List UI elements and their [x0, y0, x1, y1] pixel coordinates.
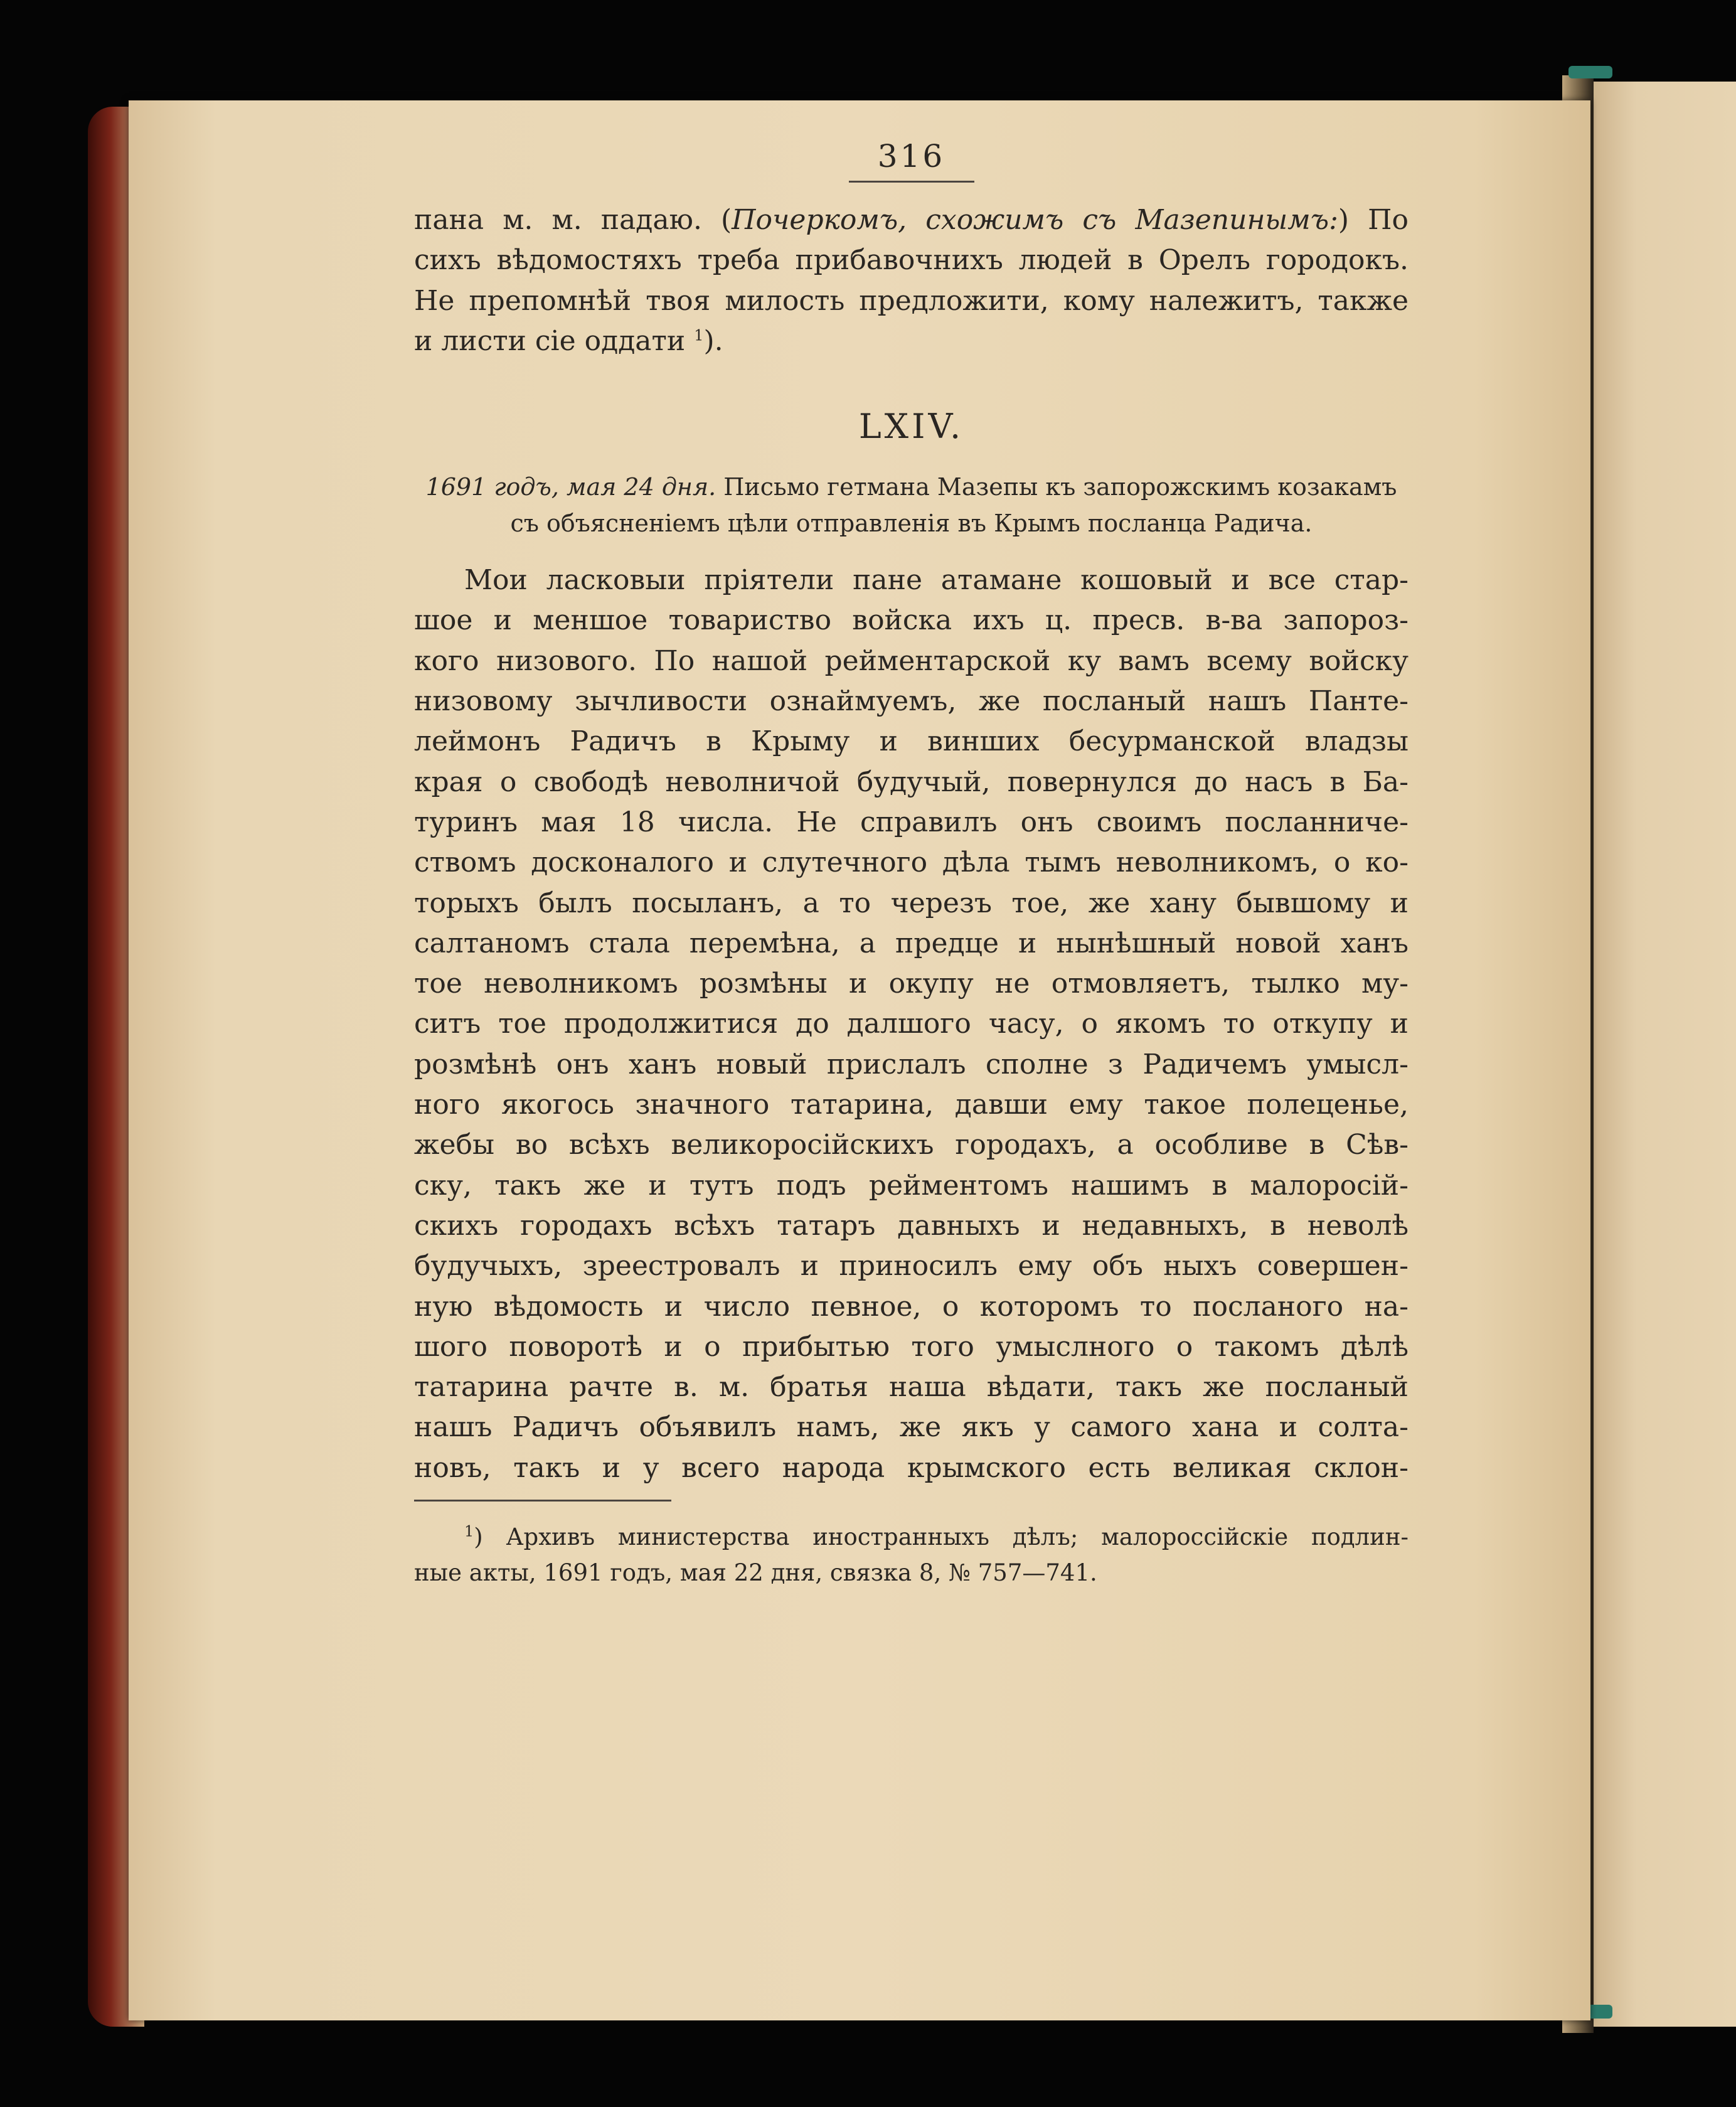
letter-line: тое неволникомъ розмѣны и окупу не отмовляетъ, тылко му- [414, 968, 1409, 1000]
page-content [414, 138, 1409, 1591]
intro-line: сихъ вѣдомостяхъ треба прибавочнихъ людей в Орелъ городокъ. [414, 244, 1409, 277]
letter-line: торыхъ былъ посыланъ, а то черезъ тое, же хану бывшому и [414, 887, 1409, 919]
intro-line: пана м. м. падаю. (Почеркомъ, схожимъ съ Мазепинымъ:) По [414, 204, 1409, 236]
footnote-marker: 1 [464, 1522, 474, 1540]
letter-line: кого низового. По нашой рейментарской ку вамъ всему войску [414, 644, 1409, 677]
letter-body [414, 560, 1409, 1488]
letter-line: ствомъ досконалого и слутечного дѣла тымъ неволникомъ, о ко- [414, 846, 1409, 879]
intro-paragraph [414, 200, 1409, 361]
footnote-line: ные акты, 1691 годъ, мая 22 дня, связка 8, № 757—741. [414, 1559, 1097, 1587]
letter-line: ску, такъ же и тутъ подъ рейментомъ нашимъ в малоросiй- [414, 1169, 1409, 1202]
heading-date: 1691 годъ, мая 24 дня. [425, 473, 716, 501]
letter-line: нашъ Радичъ объявилъ намъ, же якъ у самого хана и солта- [414, 1411, 1409, 1444]
section-number: LXIV. [858, 407, 964, 447]
letter-line: ситъ тое продолжитися до далшого часу, о якомъ то откупу и [414, 1008, 1409, 1040]
footnote-rule [414, 1500, 671, 1502]
intro-italic: Почеркомъ, схожимъ съ Мазепинымъ: [732, 204, 1338, 236]
heading-title-part2: съ объясненiемъ цѣли отправленiя въ Крымъ посланца Радича. [510, 509, 1313, 538]
letter-line: розмѣнѣ онъ ханъ новый прислалъ сполне з Радичемъ умысл- [414, 1048, 1409, 1080]
letter-line: леймонъ Радичъ в Крыму и винших бесурманской владзы [414, 725, 1409, 758]
letter-line: Мои ласковыи прiятели пане атамане кошовый и все стар- [464, 564, 1409, 597]
footnote [414, 1519, 1409, 1591]
letter-line: жебы во всѣхъ великоросiйскихъ городахъ, а особливе в Сѣв- [414, 1129, 1409, 1161]
heading-title-part1: Письмо гетмана Мазепы къ запорожскимъ козакамъ [723, 473, 1397, 501]
page-number-rule [849, 181, 974, 183]
facing-page [1594, 82, 1736, 2027]
footnote-ref: 1 [694, 326, 704, 344]
letter-line: шого поворотѣ и о прибытью того умыслного о такомъ дѣлѣ [414, 1330, 1409, 1363]
document-heading [414, 469, 1409, 541]
intro-line: и листи сiе оддати $^1$). [414, 324, 723, 357]
letter-line: будучыхъ, зреестровалъ и приносилъ ему объ ныхъ совершен- [414, 1250, 1409, 1283]
letter-line: новъ, такъ и у всего народа крымского есть великая склон- [414, 1451, 1409, 1484]
footnote-line: $^1$) Архивъ министерства иностранныхъ дѣлъ; малороссiйскiе подлин- [464, 1522, 1409, 1551]
letter-line: туринъ мая 18 числа. Не справилъ онъ своимъ посланниче- [414, 806, 1409, 838]
letter-line: татарина рачте в. м. братья наша вѣдати, такъ же посланый [414, 1371, 1409, 1404]
letter-line: ного якогось значного татарина, давши ему такое полеценье, [414, 1089, 1409, 1121]
bookmark-ribbon-top [1568, 66, 1612, 78]
letter-line: края о свободѣ неволничой будучый, повернулся до насъ в Ба- [414, 765, 1409, 798]
letter-line: шое и меншое товариство войска ихъ ц. пресв. в-ва запороз- [414, 604, 1409, 637]
letter-line: салтаномъ стала перемѣна, а предце и нынѣшный новой ханъ [414, 927, 1409, 959]
letter-line: низовому зычливости ознаймуемъ, же посланый нашъ Панте- [414, 685, 1409, 718]
page-number: 316 [877, 138, 945, 174]
letter-line: ную вѣдомость и число певное, о которомъ то посланого на- [414, 1290, 1409, 1323]
intro-line: Не препомнѣй твоя милость предложити, кому належитъ, также [414, 284, 1409, 317]
letter-line: скихъ городахъ всѣхъ татаръ давныхъ и недавныхъ, в неволѣ [414, 1209, 1409, 1242]
